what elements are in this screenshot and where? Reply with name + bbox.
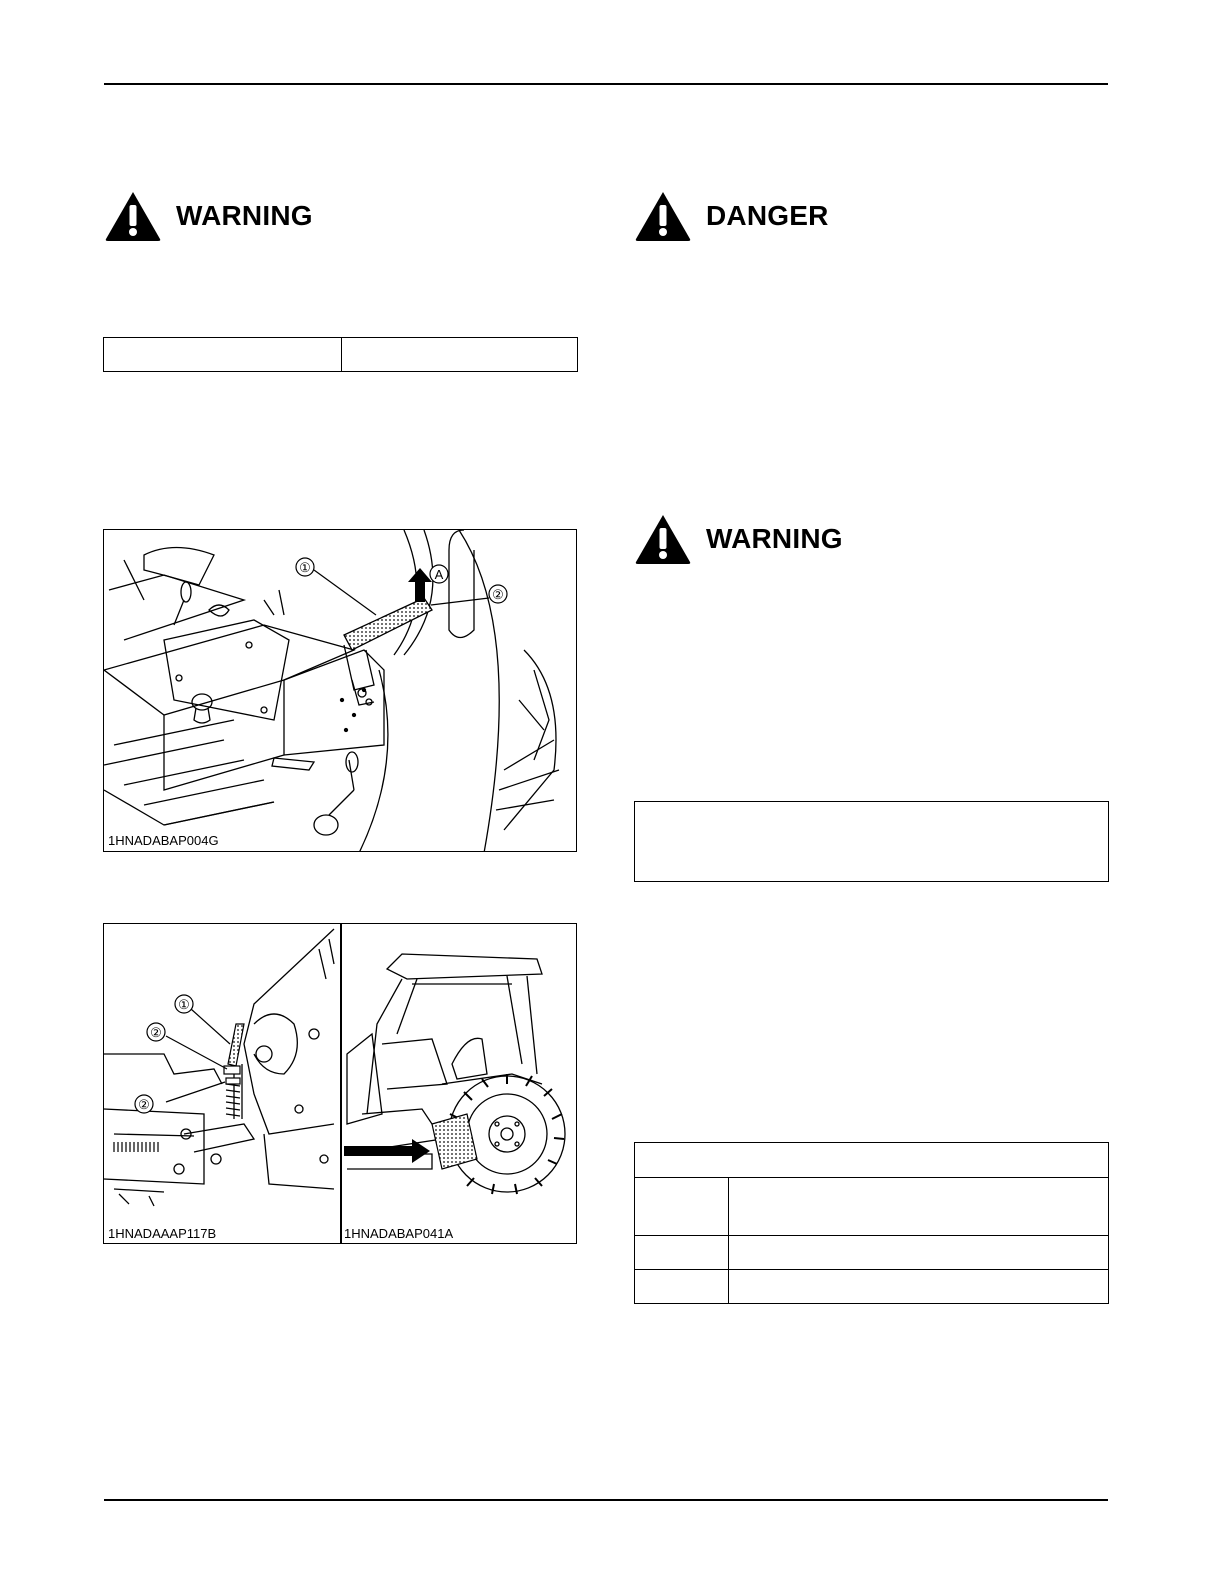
figure-lever [103, 529, 577, 852]
note-box [634, 801, 1109, 882]
tractor-illustration [342, 924, 577, 1244]
warning-title: WARNING [176, 200, 313, 231]
figure-brake-linkage [103, 923, 577, 1244]
footer-rule [104, 1499, 1108, 1501]
callout-2-lower: ② [138, 1097, 150, 1112]
callout-1: ① [299, 560, 311, 575]
spec-table-cell [729, 1236, 1109, 1270]
warning-heading-right [634, 513, 843, 565]
warning-triangle-icon [104, 190, 162, 242]
header-rule [104, 83, 1108, 85]
callout-2: ② [150, 1025, 162, 1040]
figure2-left-code: 1HNADAAAP117B [108, 1226, 217, 1241]
spec-table-cell [635, 1236, 729, 1270]
callout-2: ② [492, 587, 504, 602]
spec-table-cell [729, 1178, 1109, 1236]
spec-table-right [634, 1142, 1109, 1304]
spec-table-cell [104, 338, 342, 372]
spec-table-cell [635, 1178, 729, 1236]
lever-illustration [104, 530, 577, 852]
figure1-code: 1HNADABAP004G [108, 833, 219, 848]
warning-heading-left [104, 190, 313, 242]
warning-triangle-icon [634, 190, 692, 242]
spec-table-cell [729, 1270, 1109, 1304]
danger-title: DANGER [706, 200, 829, 231]
spec-table-left [103, 337, 578, 372]
warning-triangle-icon [634, 513, 692, 565]
spec-table-cell [635, 1270, 729, 1304]
figure2-right-code: 1HNADABAP041A [344, 1226, 454, 1241]
callout-A: A [434, 567, 444, 582]
callout-1: ① [178, 997, 190, 1012]
linkage-illustration [104, 924, 341, 1244]
spec-table-cell [342, 338, 578, 372]
spec-table-header [635, 1143, 1109, 1178]
danger-heading [634, 190, 829, 242]
warning-title: WARNING [706, 523, 843, 554]
